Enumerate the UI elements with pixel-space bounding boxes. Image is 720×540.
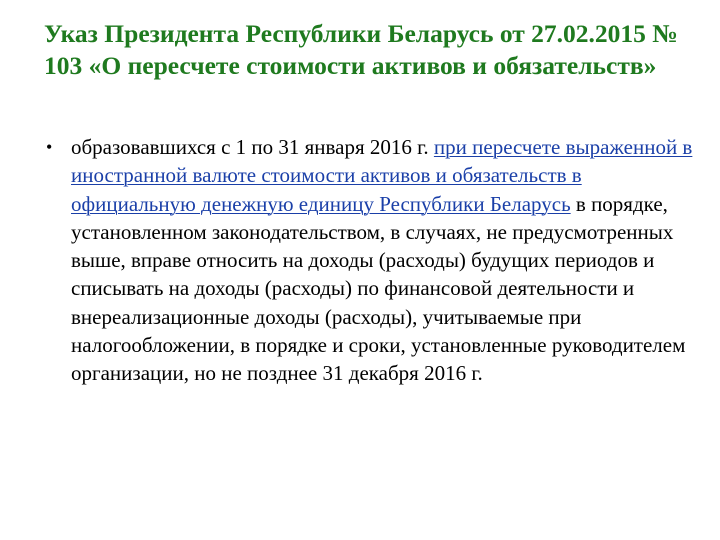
bullet-icon: •: [46, 137, 53, 157]
bullet-text-after: в порядке, установленном законодательством, в случаях, не предусмотренных выше, вправе относить на доходы (расходы) будущих периодов и списывать на доходы (расходы) по финансовой деятельности и внереализационные доходы (расходы), учитываемые при налогообложении, в порядке и сроки, установленные руководителем организации, но не позднее 31 декабря 2016 г.: [71, 191, 686, 386]
bullet-list: [44, 133, 694, 388]
bullet-text-before: образовавшихся с 1 по 31 января 2016 г.: [71, 135, 434, 159]
list-item: [44, 133, 694, 388]
decree-link[interactable]: при пересчете выраженной в иностранной валюте стоимости активов и обязательств в официальную денежную единицу Республики Беларусь: [71, 135, 693, 216]
slide-title: Указ Президента Республики Беларусь от 27.02.2015 № 103 «О пересчете стоимости активов и обязательств»: [44, 19, 678, 80]
